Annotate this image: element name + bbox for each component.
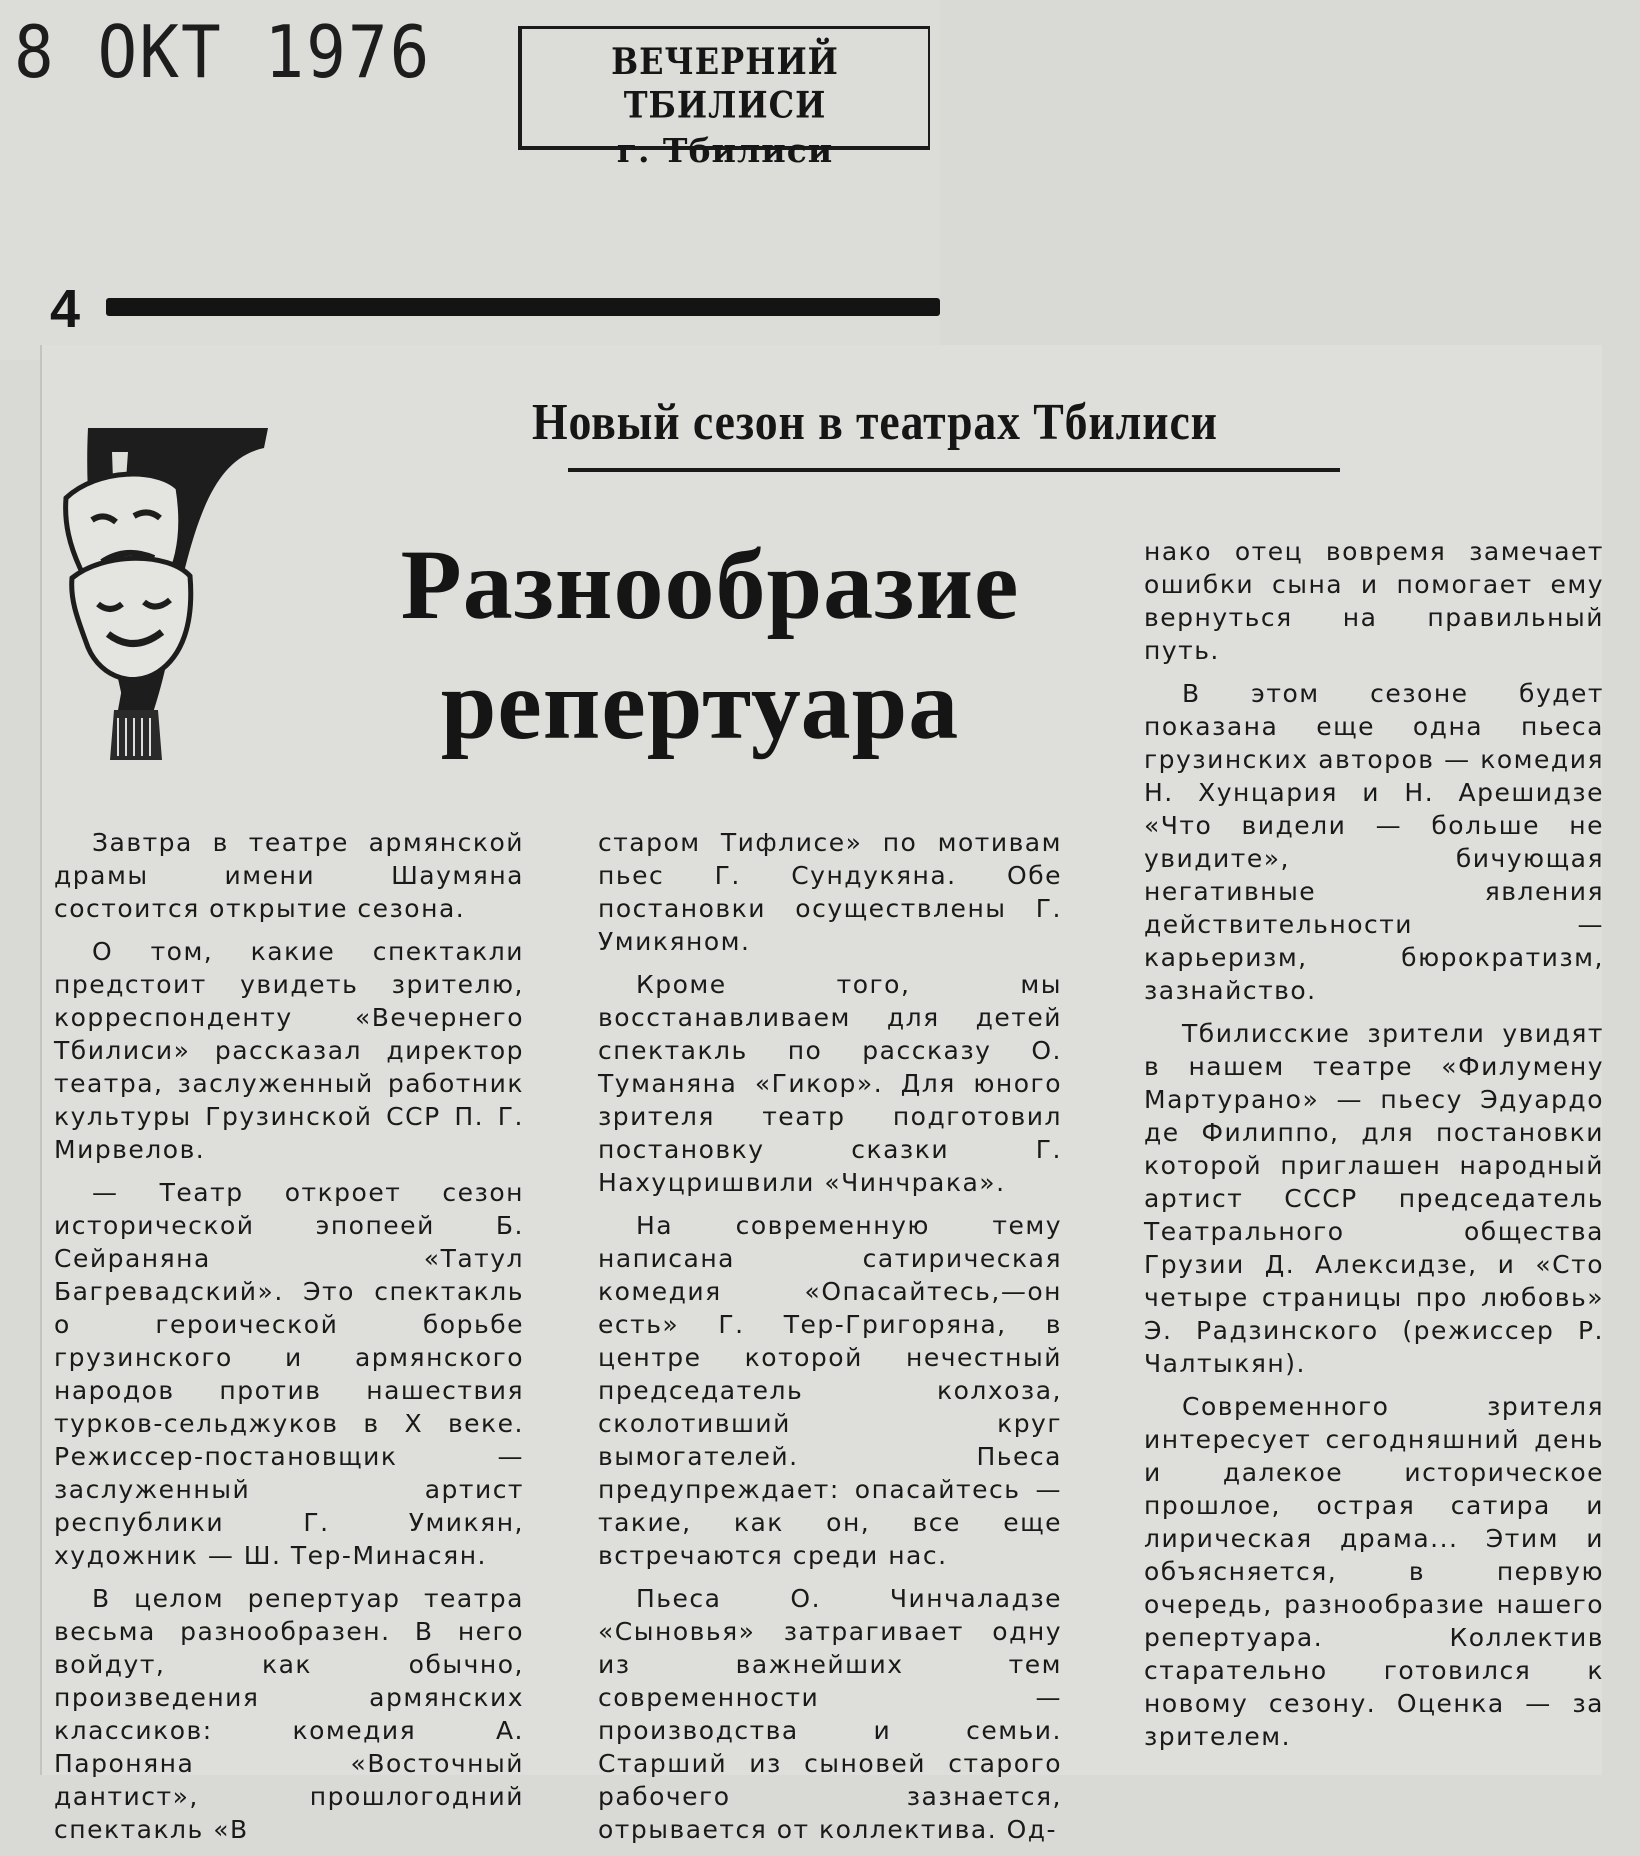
paragraph: Тбилисские зрители увидят в нашем театре «Филумену Мартурано» — пьесу Эдуардо де Филиппо, для постановки которой приглашен народный артист СССР председатель Театрального общества Грузии Д. Алексидзе, и «Сто четыре страницы про любовь» Э. Радзинского (режиссер Р. Чалтыкян). [1144,1019,1604,1378]
date-stamp: 8 ОКТ 1976 [14,10,432,95]
page-rule [106,298,940,316]
paragraph: старом Тифлисе» по мотивам пьес Г. Сундукяна. Обе постановки осуществлены Г. Умикяном. [598,828,1062,956]
rubric-underline [568,468,1340,472]
article-headline [330,525,1090,765]
theatre-masks-icon [58,428,268,760]
page-number: 4 [50,279,81,339]
paragraph: На современную тему написана сатирическая комедия «Опасайтесь,—он есть» Г. Тер-Григоряна, в центре которой нечестный председатель колхоза, сколотивший круг вымогателей. Пьеса предупреждает: опасайтесь — такие, как он, все еще встречаются среди нас. [598,1211,1062,1570]
headline-line-2: репертуара [440,649,960,760]
article-column-1 [54,826,524,1856]
paragraph: Пьеса О. Чинчаладзе «Сыновья» затрагивает одну из важнейших тем современности — производства и семьи. Старший из сыновей старого рабочего зазнается, отрывается от коллектива. Од- [598,1584,1062,1844]
paragraph: Современного зрителя интересует сегодняшний день и далекое историческое прошлое, острая сатира и лирическая драма... Этим и объясняется, в первую очередь, разнообразие нашего репертуара. Коллектив старательно готовился к новому сезону. Оценка — за зрителем. [1144,1392,1604,1751]
paragraph: В этом сезоне будет показана еще одна пьеса грузинских авторов — комедия Н. Хунцария и Н. Арешидзе «Что видели — больше не увидите», бичующая негативные явления действительности — карьеризм, бюрократизм, зазнайство. [1144,679,1604,1005]
newspaper-stamp [518,26,930,170]
newspaper-city: г. Тбилиси [616,131,834,170]
headline-line-1: Разнообразие [400,529,1020,640]
paragraph: О том, какие спектакли предстоит увидеть зрителю, корреспонденту «Вечернего Тбилиси» рассказал директор театра, заслуженный работник культуры Грузинской ССР П. Г. Мирвелов. [54,937,524,1164]
paragraph: В целом репертуар театра весьма разнообразен. В него войдут, как обычно, произведения армянских классиков: комедия А. Пароняна «Восточный дантист», прошлогодний спектакль «В [54,1584,524,1844]
paragraph: Завтра в театре армянской драмы имени Шаумяна состоится открытие сезона. [54,828,524,923]
rubric-heading: Новый сезон в театрах Тбилиси [532,394,1218,451]
paragraph: — Театр откроет сезон исторической эпопеей Б. Сейраняна «Татул Багревадский». Это спектакль о героической борьбе грузинского и армянского народов против нашествия турков-сельджуков в X веке. Режиссер-постановщик — заслуженный артист республики Г. Умикян, художник — Ш. Тер-Минасян. [54,1178,524,1570]
paragraph: Кроме того, мы восстанавливаем для детей спектакль по рассказу О. Туманяна «Гикор». Для юного зрителя театр подготовил постановку сказки Г. Нахуцришвили «Чинчрака». [598,970,1062,1197]
article-column-2 [598,826,1062,1856]
newspaper-name: ВЕЧЕРНИЙ ТБИЛИСИ [611,39,839,127]
article-column-3 [1144,535,1604,1763]
paragraph: нако отец вовремя замечает ошибки сына и помогает ему вернуться на правильный путь. [1144,537,1604,665]
